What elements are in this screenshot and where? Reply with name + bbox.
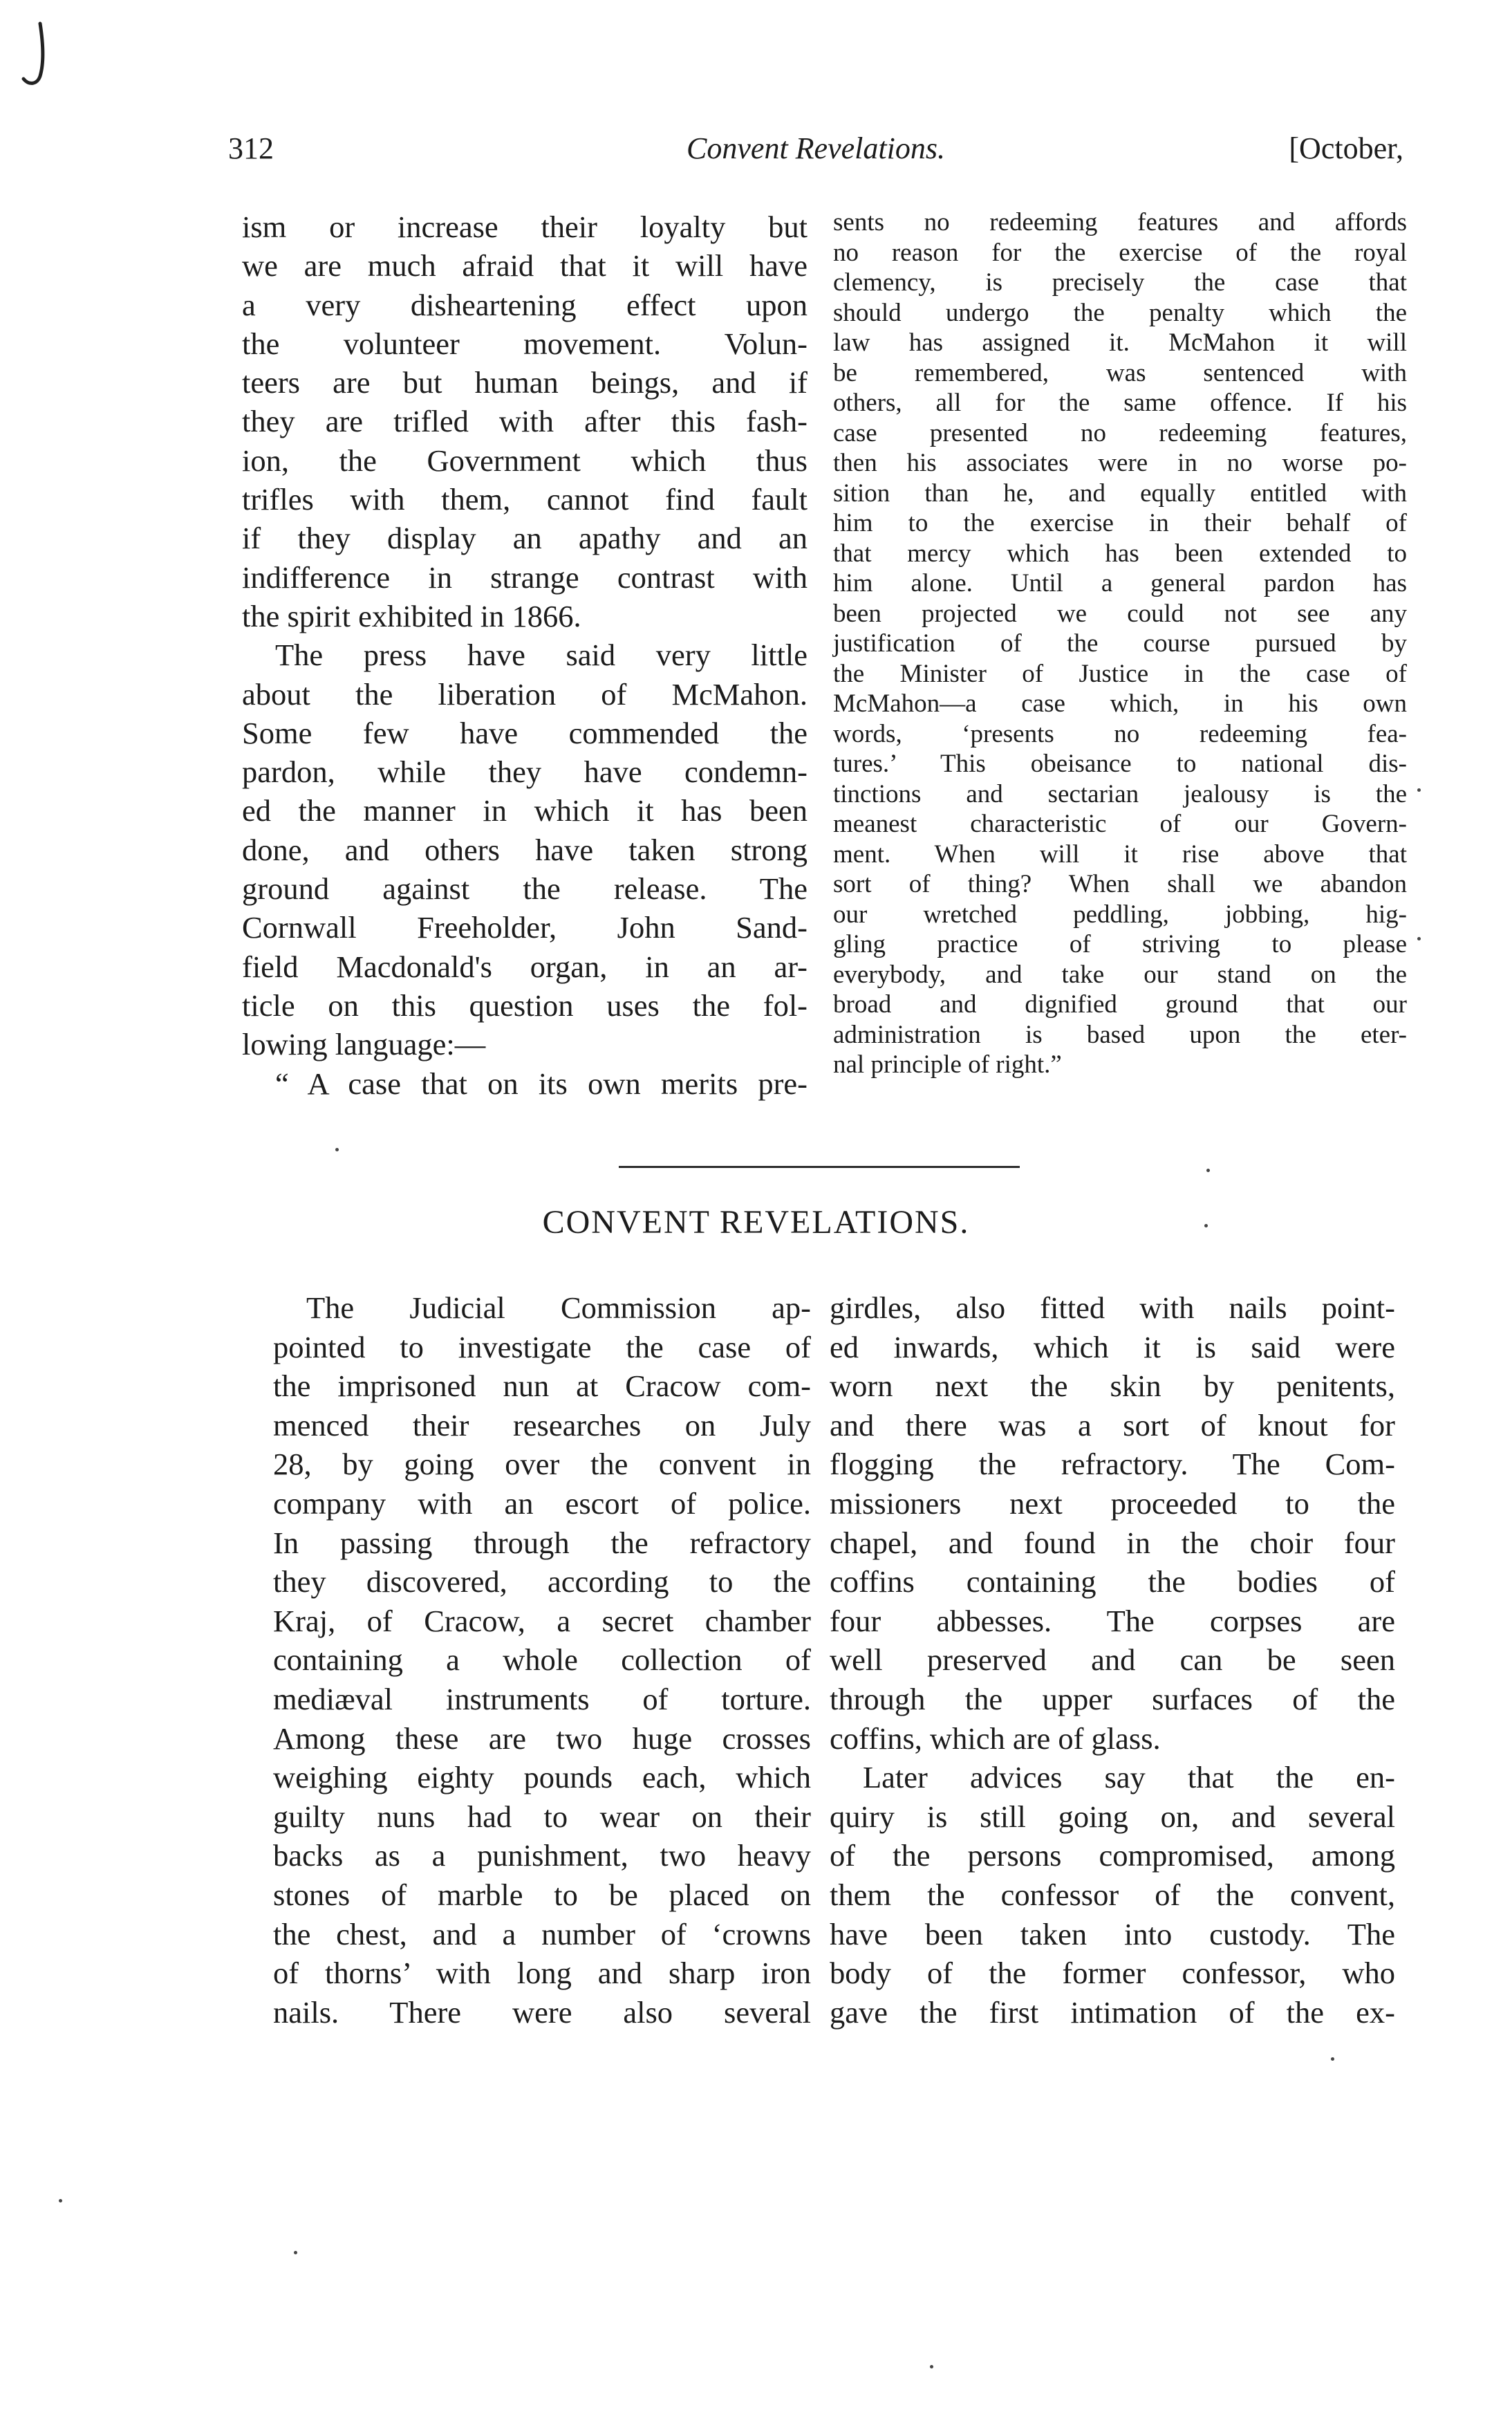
text-line: stones of marble to be placed on (273, 1877, 811, 1912)
ink-speck (294, 2251, 297, 2254)
text-line: The Judicial Commission ap- (306, 1290, 811, 1325)
text-line: ed the manner in which it has been (242, 793, 808, 828)
text-line: of thorns’ with long and sharp iron (273, 1956, 811, 1991)
text-line: ion, the Government which thus (242, 443, 808, 478)
text-line: Cornwall Freeholder, John Sand- (242, 910, 808, 945)
text-line: if they display an apathy and an (242, 521, 808, 556)
text-line: our wretched peddling, jobbing, hig- (833, 900, 1407, 929)
text-line: pardon, while they have condemn- (242, 754, 808, 790)
ink-speck (335, 1148, 339, 1151)
text-line: administration is based upon the eter- (833, 1020, 1407, 1049)
text-line: girdles, also fitted with nails point- (830, 1290, 1395, 1325)
text-line: company with an escort of police. (273, 1485, 811, 1521)
text-line: ism or increase their loyalty but (242, 210, 808, 244)
text-line: coffins, which are of glass. (830, 1721, 1161, 1756)
text-line: should undergo the penalty which the (833, 298, 1407, 327)
text-line: ment. When will it rise above that (833, 840, 1407, 869)
text-line: “ A case that on its own merits pre- (275, 1066, 808, 1101)
text-line: justification of the course pursued by (833, 629, 1407, 658)
text-line: have been taken into custody. The (830, 1916, 1395, 1951)
text-line: the chest, and a number of ‘crowns (273, 1916, 811, 1951)
top-left-column (242, 207, 808, 1103)
bottom-left-column (273, 1288, 811, 2032)
text-line: be remembered, was sentenced with (833, 358, 1407, 387)
text-line: they are trifled with after this fash- (242, 404, 808, 439)
text-line: him alone. Until a general pardon has (833, 569, 1407, 597)
text-line: of the persons compromised, among (830, 1838, 1395, 1873)
text-line: others, all for the same offence. If his (833, 389, 1407, 417)
ink-speck (59, 2199, 62, 2202)
text-line: Among these are two huge crosses (273, 1721, 811, 1756)
text-line: ed inwards, which it is said were (830, 1329, 1395, 1364)
text-line: quiry is still going on, and several (830, 1799, 1395, 1834)
text-line: everybody, and take our stand on the (833, 960, 1407, 989)
article-title: CONVENT REVELATIONS. (542, 1204, 970, 1241)
text-line: missioners next proceeded to the (830, 1485, 1395, 1521)
text-line: Later advices say that the en- (863, 1760, 1395, 1795)
text-line: coffins containing the bodies of (830, 1564, 1395, 1599)
text-line: guilty nuns had to wear on their (273, 1799, 811, 1834)
text-line: sents no redeeming features and affords (833, 208, 1407, 236)
text-line: lowing language:— (242, 1027, 486, 1062)
text-line: law has assigned it. McMahon it will (833, 328, 1407, 357)
top-right-column (833, 207, 1407, 1080)
text-line: the Minister of Justice in the case of (833, 659, 1407, 688)
text-line: Some few have commended the (242, 715, 808, 750)
text-line: backs as a punishment, two heavy (273, 1838, 811, 1873)
text-line: tures.’ This obeisance to national dis- (833, 750, 1407, 778)
text-line: been projected we could not see any (833, 599, 1407, 628)
text-line: them the confessor of the convent, (830, 1877, 1395, 1912)
text-line: the volunteer movement. Volun- (242, 326, 808, 361)
text-line: menced their researches on July (273, 1407, 811, 1443)
section-divider (619, 1166, 1020, 1168)
text-line: mediæval instruments of torture. (273, 1681, 811, 1716)
text-line: case presented no redeeming features, (833, 418, 1407, 447)
text-line: teers are but human beings, and if (242, 365, 808, 400)
text-line: through the upper surfaces of the (830, 1681, 1395, 1716)
text-line: clemency, is precisely the case that (833, 268, 1407, 297)
text-line: sition than he, and equally entitled with (833, 479, 1407, 508)
text-line: that mercy which has been extended to (833, 539, 1407, 568)
page-number: 312 (228, 131, 274, 165)
text-line: trifles with them, cannot find fault (242, 482, 808, 517)
text-line: gave the first intimation of the ex- (830, 1994, 1395, 2030)
text-line: four abbesses. The corpses are (830, 1603, 1395, 1638)
text-line: body of the former confessor, who (830, 1956, 1395, 1991)
ink-speck (1204, 1224, 1208, 1227)
text-line: a very disheartening effect upon (242, 287, 808, 322)
text-line: we are much afraid that it will have (242, 248, 808, 284)
text-line: Kraj, of Cracow, a secret chamber (273, 1603, 811, 1638)
text-line: field Macdonald's organ, in an ar- (242, 949, 808, 984)
text-line: weighing eighty pounds each, which (273, 1760, 811, 1795)
text-line: broad and dignified ground that our (833, 990, 1407, 1019)
text-line: ground against the release. The (242, 871, 808, 907)
text-line: ticle on this question uses the fol- (242, 987, 808, 1023)
running-title: Convent Revelations. (687, 131, 945, 165)
text-line: The press have said very little (275, 638, 808, 673)
text-line: In passing through the refractory (273, 1525, 811, 1560)
text-line: flogging the refractory. The Com- (830, 1447, 1395, 1482)
text-line: containing a whole collection of (273, 1642, 811, 1678)
text-line: tinctions and sectarian jealousy is the (833, 779, 1407, 808)
text-line: chapel, and found in the choir four (830, 1525, 1395, 1560)
ink-speck (1206, 1169, 1210, 1172)
ink-speck (1417, 937, 1421, 940)
text-line: the spirit exhibited in 1866. (242, 598, 581, 633)
text-line: then his associates were in no worse po- (833, 449, 1407, 477)
ink-speck (1417, 788, 1421, 792)
text-line: 28, by going over the convent in (273, 1447, 811, 1482)
text-line: worn next the skin by penitents, (830, 1369, 1395, 1404)
text-line: words, ‘presents no redeeming fea- (833, 719, 1407, 748)
running-month: [October, (1289, 131, 1403, 165)
handwritten-mark (19, 21, 61, 90)
text-line: and there was a sort of knout for (830, 1407, 1395, 1443)
text-line: pointed to investigate the case of (273, 1329, 811, 1364)
running-head (228, 128, 1403, 176)
text-line: nails. There were also several (273, 1994, 811, 2030)
ink-speck (1331, 2057, 1334, 2061)
text-line: well preserved and can be seen (830, 1642, 1395, 1678)
text-line: nal principle of right.” (833, 1050, 1062, 1079)
bottom-right-column (830, 1288, 1395, 2032)
text-line: sort of thing? When shall we abandon (833, 870, 1407, 898)
ink-speck (930, 2365, 933, 2368)
text-line: McMahon—a case which, in his own (833, 689, 1407, 718)
text-line: they discovered, according to the (273, 1564, 811, 1599)
text-line: gling practice of striving to please (833, 930, 1407, 958)
text-line: indifference in strange contrast with (242, 559, 808, 595)
text-line: about the liberation of McMahon. (242, 676, 808, 712)
text-line: done, and others have taken strong (242, 832, 808, 867)
text-line: him to the exercise in their behalf of (833, 509, 1407, 537)
text-line: meanest characteristic of our Govern- (833, 810, 1407, 838)
text-line: no reason for the exercise of the royal (833, 238, 1407, 267)
text-line: the imprisoned nun at Cracow com- (273, 1369, 811, 1404)
